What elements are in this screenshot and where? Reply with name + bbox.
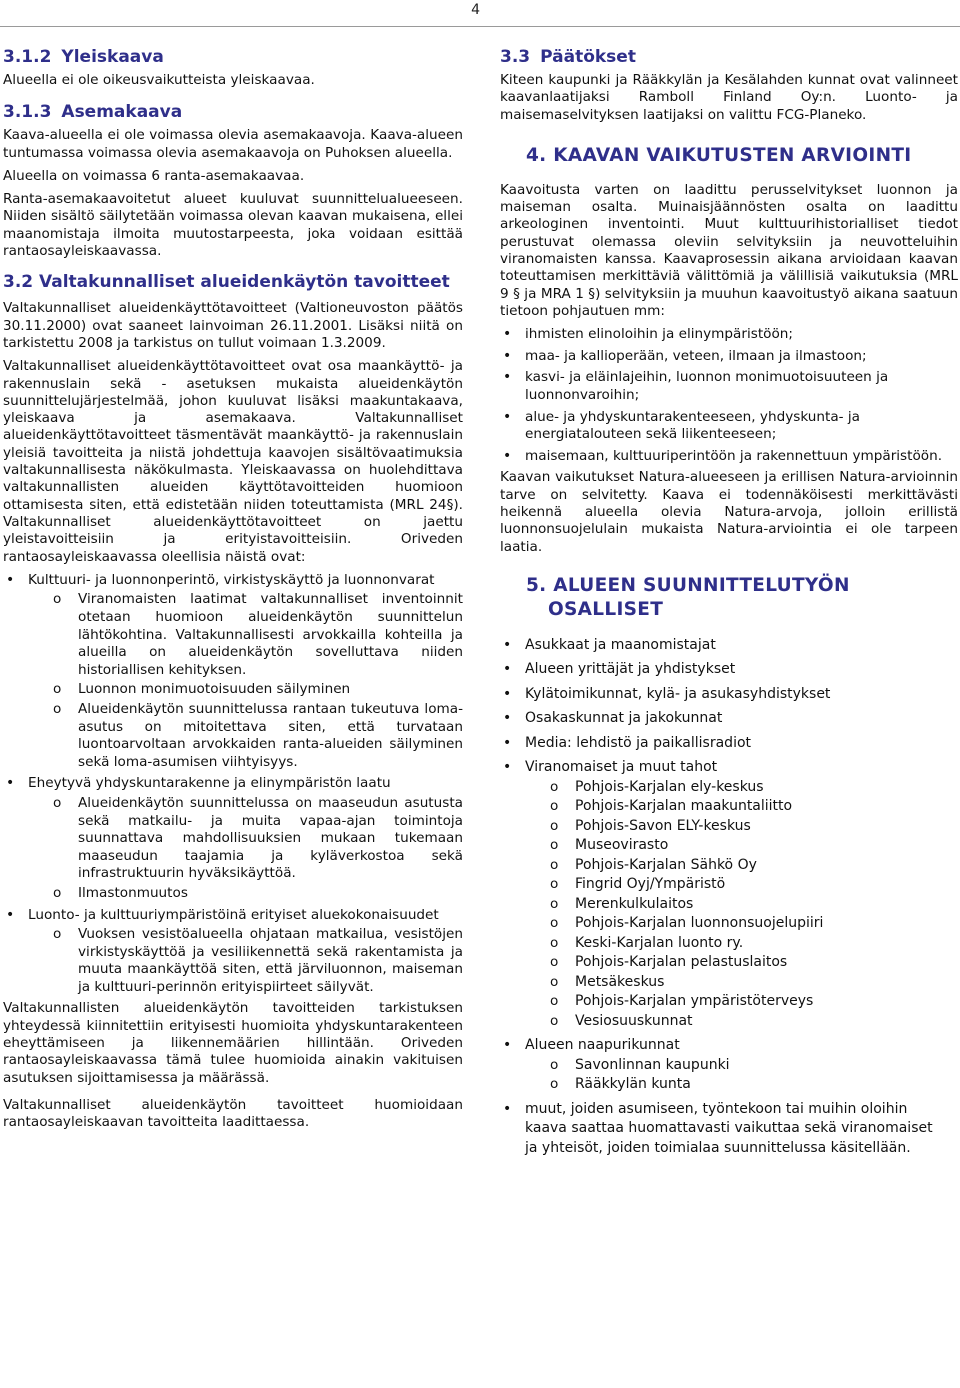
paragraph: Kiteen kaupunki ja Rääkkylän ja Kesälahden kunnat ovat valinneet kaavanlaatijaksi Ramboll Finland Oy:n. Luonto- ja maisemaselvityksen laatijaksi on valittu FCG-Planeko. — [500, 72, 958, 123]
list-item: • maisemaan, kulttuuriperintöön ja rakennettuun ympäristöön. — [500, 448, 958, 466]
sub-list-item: o Fingrid Oyj/Ympäristö — [525, 875, 958, 895]
list-item — [3, 907, 463, 997]
paragraph: Alueella on voimassa 6 ranta-asemakaavaa. — [3, 167, 305, 184]
sub-list — [28, 926, 463, 996]
section-number: 3.1.3 — [3, 102, 52, 123]
sub-list-item: o Pohjois-Karjalan pelastuslaitos — [525, 953, 958, 973]
chapter-title-line-2: OSALLISET — [548, 598, 664, 620]
list-item — [500, 734, 958, 754]
paragraph: Valtakunnallisten alueidenkäytön tavoitteiden tarkistuksen yhteydessä kiinnitettiin erityisesti huomioita yhdyskuntarakenteen eheyttämiseen ja liikennemäärien hillintään. Oriveden rantaosayleiskaavassa tämä tulee huomioida ainakin vakituisen asutuksen sijoittamisessa ja määrässä. — [3, 1000, 463, 1086]
sub-list-item: o Pohjois-Karjalan ympäristöterveys — [525, 992, 958, 1012]
list-item-label: Osakaskunnat ja jakokunnat — [525, 710, 723, 727]
section-title: Päätökset — [540, 47, 636, 67]
objectives-list — [3, 572, 463, 997]
header-rule — [0, 26, 960, 27]
sub-list-item: o Pohjois-Karjalan luonnonsuojelupiiri — [525, 914, 958, 934]
list-item-label: Media: lehdistö ja paikallisradiot — [525, 734, 752, 751]
section-heading-5 — [526, 574, 958, 622]
sub-list-item: o Alueidenkäytön suunnittelussa rantaan tukeutuva loma-asutus on mitoitettava siten, että turvataan luontoarvoltaan arvokkaiden ranta-alueiden säilyminen sekä loma-asumisen viihtyisyys. — [28, 701, 463, 771]
section-title: Asemakaava — [61, 102, 183, 123]
list-item-label: Kylätoimikunnat, kylä- ja asukasyhdistykset — [525, 685, 831, 702]
sub-list-item: o Luonnon monimuotoisuuden säilyminen — [28, 681, 463, 699]
sub-list — [28, 591, 463, 771]
list-item-label: Viranomaiset ja muut tahot — [525, 759, 718, 776]
section-heading-4 — [526, 144, 958, 168]
section-heading-3-3 — [500, 46, 958, 68]
page-number: 4 — [471, 2, 480, 18]
list-item — [500, 709, 958, 729]
paragraph: Valtakunnalliset alueidenkäyttötavoitteet (Valtioneuvoston päätös 30.11.2000) ovat saaneet lainvoiman 26.11.2001. Lisäksi niitä on tarkistettu 2008 ja tarkistus on tullut voimaan 1.3.2009. — [3, 300, 463, 351]
list-item: • ihmisten elinoloihin ja elinympäristöön; — [500, 326, 958, 344]
paragraph: Valtakunnalliset alueidenkäytön tavoitteet huomioidaan rantaosayleiskaavan tavoitteita laadittaessa. — [3, 1096, 463, 1131]
section-heading-3-2: 3.2 Valtakunnalliset alueidenkäytön tavoitteet — [3, 272, 450, 293]
list-item — [3, 775, 463, 902]
sub-list-item: o Vesiosuuskunnat — [525, 1012, 958, 1032]
impact-list — [500, 326, 958, 465]
list-item — [500, 685, 958, 705]
list-item — [500, 660, 958, 680]
left-column — [3, 46, 463, 1138]
section-title: Yleiskaava — [61, 47, 164, 67]
section-heading-3-1-2 — [3, 46, 463, 68]
section-heading-3-1-3 — [3, 101, 463, 123]
right-column — [500, 46, 958, 1163]
sub-list-item: o Keski-Karjalan luonto ry. — [525, 934, 958, 954]
sub-list — [525, 1056, 958, 1095]
sub-list-item: o Vuoksen vesistöalueella ohjataan matkailua, vesistöjen virkistyskäyttöä ja vesiliikennettä sekä rakentamista ja muuta maankäyttöä siten, että järviluonnon, maiseman ja kulttuuri-perinnön erityispiirteet säilyvät. — [28, 926, 463, 996]
list-item-label: Asukkaat ja maanomistajat — [525, 636, 716, 653]
sub-list — [525, 778, 958, 1032]
paragraph: Valtakunnalliset alueidenkäyttötavoitteet ovat osa maankäyttö- ja rakennuslain sekä - asetuksen mukaista alueidenkäytön suunnittelujärjestelmää, johon kuuluvat lisäksi maakuntakaava, yleiskaava ja asemakaava. Valtakunnalliset alueidenkäyttötavoitteet täsmentävät maankäyttö- ja rakennuslain yleisiä tavoitteita ja niistä johdettuja kaavojen sisältövaatimuksia valtakunnallisesta näkökulmasta. Yleiskaavassa on huolehdittava valtakunnallisten alueiden käyttötavoitteiden huomioon ottamisesta siten, että edistetään niiden toteuttamista (MRL 24§). Valtakunnalliset alueidenkäyttötavoitteet on jaettu yleistavoitteisiin ja erityistavoitteisiin. Oriveden rantaosayleiskaavassa oleellisia näistä ovat: — [3, 358, 463, 565]
list-item — [3, 572, 463, 772]
list-item — [500, 758, 958, 1031]
paragraph: Kaavoitusta varten on laadittu perusselvitykset luonnon ja maiseman osalta. Muinaisjäännösten osalta on laadittu arkeologinen inventointi. Muut kulttuurihistorialliset tiedot perustuvat olemassa oleviin selvityksiin ja neuvotteluihin viranomaisten kanssa. Kaavaprosessin aikana arvioidaan kaavan toteuttamisen merkittäviä välittömiä ja välillisiä vaikutuksia (MRL 9 § ja MRA 1 §) selvityksiin ja muuhun kaavoitustyö aikana saatuun tietoon pohjautuen mm: — [500, 181, 958, 319]
sub-list-item: o Pohjois-Karjalan Sähkö Oy — [525, 856, 958, 876]
sub-list-item: o Rääkkylän kunta — [525, 1075, 958, 1095]
paragraph: Kaava-alueella ei ole voimassa olevia asemakaavoja. Kaava-alueen tuntumassa voimassa olevia asemakaavoja on Puhoksen alueella. — [3, 127, 463, 161]
sub-list-item: o Savonlinnan kaupunki — [525, 1056, 958, 1076]
chapter-title-line-1: 5. ALUEEN SUUNNITTELUTYÖN — [526, 574, 850, 596]
list-item: • kasvi- ja eläinlajeihin, luonnon monimuotoisuuteen ja luonnonvaroihin; — [500, 369, 958, 404]
sub-list-item: o Museovirasto — [525, 836, 958, 856]
sub-list-item: o Pohjois-Karjalan maakuntaliitto — [525, 797, 958, 817]
section-number: 3.3 — [500, 47, 531, 67]
list-item-label: Luonto- ja kulttuuriympäristöinä erityiset aluekokonaisuudet — [28, 906, 439, 923]
list-item: • maa- ja kallioperään, veteen, ilmaan ja ilmastoon; — [500, 348, 958, 366]
stakeholder-list — [500, 636, 958, 1159]
sub-list-item: o Viranomaisten laatimat valtakunnalliset inventoinnit otetaan huomioon alueidenkäytön suunnittelun lähtökohtina. Valtakunnallisesti arvokkailla kohteilla ja alueilla on alueidenkäytön sovelluttava niiden historiallisen kehityksen. — [28, 591, 463, 679]
paragraph: Ranta-asemakaavoitetut alueet kuuluvat suunnittelualueeseen. Niiden sisältö säilytetään voimassa olevan kaavan mukaisena, ellei maanomistaja ilmoita muutostarpeesta, joka voidaan esittää rantaosayleiskaavassa. — [3, 191, 463, 260]
paragraph: Alueella ei ole oikeusvaikutteista yleiskaavaa. — [3, 72, 315, 88]
sub-list-item: o Merenkulkulaitos — [525, 895, 958, 915]
list-item: • alue- ja yhdyskuntarakenteeseen, yhdyskunta- ja energiatalouteen sekä liikenteeseen; — [500, 409, 958, 444]
sub-list-item: o Alueidenkäytön suunnittelussa on maaseudun asutusta sekä matkailu- ja muita vapaa-ajan toimintoja suunnattava mahdollisuuksien mukaan tukemaan maaseudun taajamia ja kyläverkostoa sekä infrastruktuurin hyväksikäyttöä. — [28, 795, 463, 883]
sub-list-item: o Metsäkeskus — [525, 973, 958, 993]
list-item-label: Eheytyvä yhdyskuntarakenne ja elinympäristön laatu — [28, 775, 391, 792]
section-number: 3.1.2 — [3, 47, 52, 67]
sub-list-item: o Pohjois-Karjalan ely-keskus — [525, 778, 958, 798]
list-item — [500, 1100, 958, 1159]
sub-list-item: o Pohjois-Savon ELY-keskus — [525, 817, 958, 837]
list-item-label: Alueen yrittäjät ja yhdistykset — [525, 661, 736, 678]
list-item — [500, 1036, 958, 1095]
paragraph: Kaavan vaikutukset Natura-alueeseen ja erillisen Natura-arvioinnin tarve on selvitetty. Kaava ei todennäköisesti merkittävästi heikennä alueella olevia Natura-arvoja, jolloin erillistä luonnonsuojelulain mukaista Natura-arviointia ei ole tarpeen laatia. — [500, 469, 958, 555]
sub-list-item: o Ilmastonmuutos — [28, 885, 463, 903]
list-item-label: Alueen naapurikunnat — [525, 1037, 680, 1054]
chapter-title: 4. KAAVAN VAIKUTUSTEN ARVIOINTI — [526, 144, 912, 166]
list-item — [500, 636, 958, 656]
sub-list — [28, 795, 463, 903]
list-item-label: Kulttuuri- ja luonnonperintö, virkistyskäyttö ja luonnonvarat — [28, 571, 435, 588]
list-item-label: muut, joiden asumiseen, työntekoon tai muihin oloihin kaava saattaa huomattavasti vaikuttaa sekä viranomaiset ja yhteisöt, joiden toimialaa suunnittelussa käsitellään. — [525, 1100, 933, 1156]
